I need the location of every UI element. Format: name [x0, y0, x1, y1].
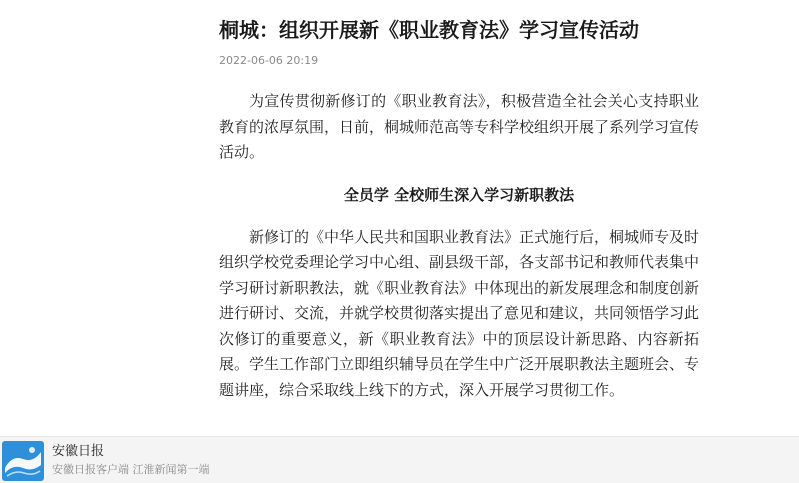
article-paragraph: 为宣传贯彻新修订的《职业教育法》，积极营造全社会关心支持职业教育的浓厚氛围，日前，桐城师范高等专科学校组织开展了系列学习宣传活动。 [219, 92, 700, 161]
article-title: 桐城：组织开展新《职业教育法》学习宣传活动 [219, 18, 639, 42]
app-name: 安徽日报 [52, 444, 105, 459]
article-body [219, 0, 699, 403]
section-subheading: 全员学 全校师生深入学习新职教法 [343, 185, 575, 204]
app-footer-banner[interactable] [0, 436, 799, 483]
anhui-daily-logo-icon [2, 441, 44, 481]
app-tagline: 安徽日报客户端 江淮新闻第一端 [52, 463, 210, 476]
publish-date: 2022-06-06 20:19 [219, 54, 319, 67]
article-paragraph: 新修订的《中华人民共和国职业教育法》正式施行后，桐城师专及时组织学校党委理论学习中心组、副县级干部，各支部书记和教师代表集中学习研讨新职教法，就《职业教育法》中体现出的新发展理念和制度创新进行研讨、交流，并就学校贯彻落实提出了意见和建议，共同领悟学习此次修订的重要意义，新《职业教育法》中的顶层设计新思路、内容新拓展。学生工作部门立即组织辅导员在学生中广泛开展职教法主题班会、专题讲座，综合采取线上线下的方式，深入开展学习贯彻工作。 [219, 227, 700, 399]
